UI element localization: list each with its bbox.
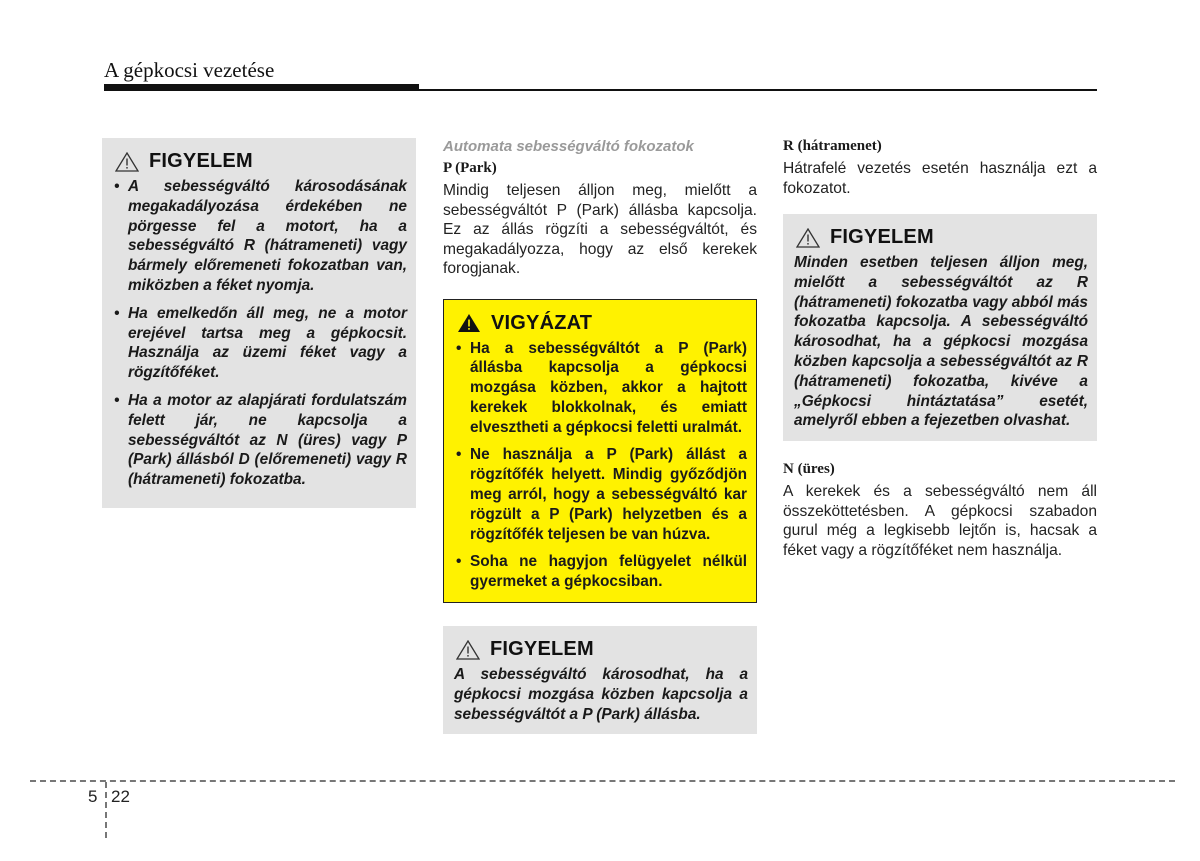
warning-text: Minden esetben teljesen álljon meg, mielőtt a sebességváltót az R (hátrameneti) fokozatba vagy abból más fokozatba kapcsolja. A sebességváltó károsodhat, ha a gépkocsi mozgása közben kapcsolja a sebességváltót az R (hátrameneti) fokozatba, kivéve a „Gépkocsi hintáztatása” esetét, amelyről ebben a fejezetben olvashat. — [794, 254, 1088, 430]
caution-list — [455, 339, 747, 593]
footer-divider — [105, 782, 107, 838]
warning-item: • A sebességváltó károsodásának megakadályozása érdekében ne pörgesse fel a motort, ha a sebességváltó R (hátrameneti) vagy bármely előremeneti fokozatban van, miközben a féket nyomja. — [113, 177, 407, 296]
reverse-heading: R (hátramenet) — [783, 138, 882, 154]
warning-list — [113, 177, 407, 490]
footer-section-number: 5 — [88, 787, 98, 806]
warning-item: • Ha emelkedőn áll meg, ne a motor erejével tartsa meg a gépkocsit. Használja az üzemi féket vagy a rögzítőféket. — [113, 304, 407, 383]
section-title: Automata sebességváltó fokozatok — [443, 138, 694, 155]
warning-triangle-icon — [115, 152, 139, 172]
warning-box-header — [796, 226, 1088, 249]
caution-item: • Soha ne hagyjon felügyelet nélkül gyermeket a gépkocsiban. — [455, 552, 747, 592]
column-middle — [443, 138, 757, 734]
footer-rule — [30, 780, 1175, 782]
caution-box-header — [457, 312, 747, 335]
column-left — [102, 138, 416, 508]
warning-text: A sebességváltó károsodhat, ha a gépkocsi mozgása közben kapcsolja a sebességváltót a P (Park) állásba. — [454, 666, 748, 723]
caution-triangle-icon — [457, 313, 481, 333]
neutral-text: A kerekek és a sebességváltó nem áll összeköttetésben. A gépkocsi szabadon gurul még a legkisebb lejtőn is, hacsak a féket vagy a rögzítőféket nem használja. — [783, 483, 1097, 559]
warning-box-park — [443, 626, 757, 734]
caution-item: • Ha a sebességváltót a P (Park) állásba kapcsolja a gépkocsi mozgása közben, akkor a hajtott kerekek blokkolnak, és emiatt elvesztheti a gépkocsi feletti uralmát. — [455, 339, 747, 438]
reverse-text: Hátrafelé vezetés esetén használja ezt a fokozatot. — [783, 160, 1097, 197]
caution-item: • Ne használja a P (Park) állást a rögzítőfék helyett. Mindig győződjön meg arról, hogy a sebességváltó kar rögzült a P (Park) helyzetben és a rögzítőfék teljesen be van húzva. — [455, 445, 747, 544]
warning-box-header — [456, 638, 748, 661]
header-rule-thick — [104, 84, 419, 91]
neutral-heading: N (üres) — [783, 461, 835, 478]
column-right — [783, 138, 1097, 560]
warning-title: FIGYELEM — [830, 226, 934, 248]
warning-triangle-icon — [456, 640, 480, 660]
warning-triangle-icon — [796, 228, 820, 248]
warning-box-header — [115, 150, 407, 173]
warning-title: FIGYELEM — [490, 638, 594, 661]
running-header: A gépkocsi vezetése — [104, 58, 275, 82]
park-heading: P (Park) — [443, 160, 497, 176]
park-text: Mindig teljesen álljon meg, mielőtt a sebességváltót P (Park) állásba kapcsolja. Ez az állás rögzíti a sebességváltót, és megakadályozza, hogy az első kerekek forogjanak. — [443, 182, 757, 277]
warning-box-reverse — [783, 214, 1097, 441]
header-rule-thin — [419, 89, 1097, 91]
caution-title: VIGYÁZAT — [491, 311, 593, 334]
caution-box-park — [443, 299, 757, 604]
warning-title: FIGYELEM — [149, 150, 253, 172]
warning-box-gear-damage — [102, 138, 416, 508]
warning-item: • Ha a motor az alapjárati fordulatszám felett jár, ne kapcsolja a sebességváltót az N (üres) vagy P (Park) állásból D (előremeneti) vagy R (hátrameneti) fokozatba. — [113, 391, 407, 490]
footer-page-number: 22 — [111, 787, 130, 806]
